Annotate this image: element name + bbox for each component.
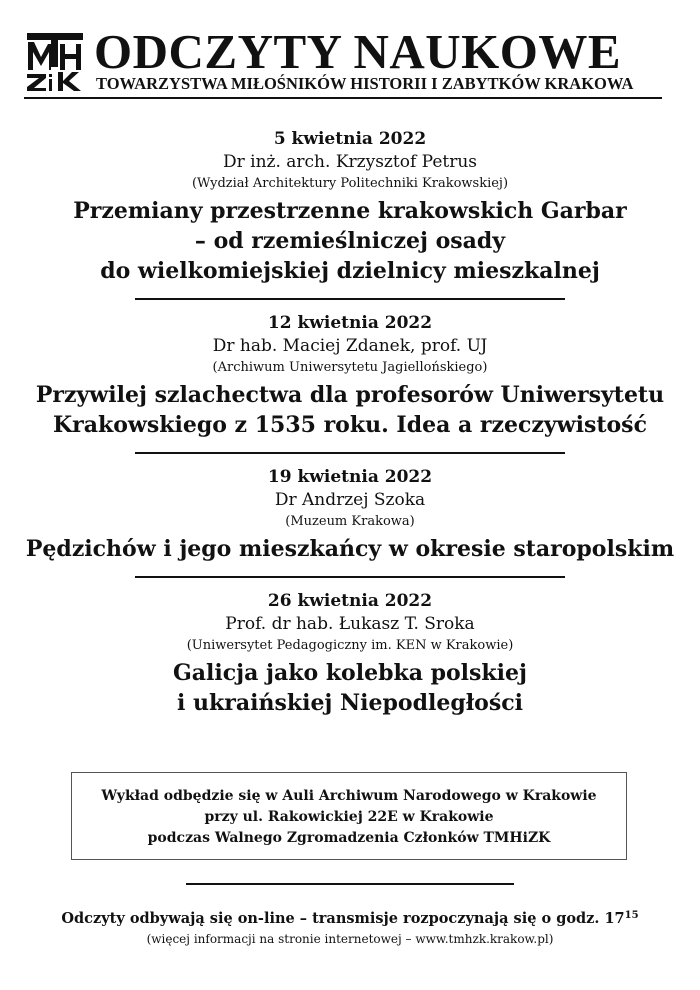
- lecture-affiliation: (Muzeum Krakowa): [285, 514, 415, 529]
- footer-notice-text: Odczyty odbywają się on-line – transmisje rozpoczynają się o godz. 17: [61, 910, 625, 927]
- lecture-speaker: Prof. dr hab. Łukasz T. Sroka: [225, 614, 475, 634]
- lecture-speaker: Dr hab. Maciej Zdanek, prof. UJ: [212, 336, 488, 356]
- footer-notice: [0, 905, 700, 930]
- page-title: ODCZYTY NAUKOWE: [94, 24, 622, 79]
- lecture-title-line: Galicja jako kolebka polskiej: [173, 660, 527, 686]
- footer-divider: [186, 883, 514, 885]
- lecture-divider: [135, 298, 565, 300]
- header-divider: [24, 97, 662, 99]
- lecture-divider: [135, 452, 565, 454]
- lecture-divider: [135, 576, 565, 578]
- lecture-title-line: i ukraińskiej Niepodległości: [177, 690, 523, 716]
- lecture-title-line: Pędzichów i jego mieszkańcy w okresie staropolskim: [25, 536, 675, 562]
- lecture-title: [0, 196, 700, 286]
- lecture-title: [0, 658, 700, 718]
- lecture-title-line: do wielkomiejskiej dzielnicy mieszkalnej: [100, 258, 600, 284]
- lecture-item: [0, 466, 700, 564]
- lecture-title: [0, 534, 700, 564]
- venue-info-line: przy ul. Rakowickiej 22E w Krakowie: [204, 809, 494, 825]
- lecture-item: [0, 312, 700, 440]
- lecture-speaker: Dr Andrzej Szoka: [274, 490, 426, 510]
- lecture-title-line: Przywilej szlachectwa dla profesorów Uniwersytetu: [35, 382, 665, 408]
- lecture-title: [0, 380, 700, 440]
- lecture-affiliation: (Archiwum Uniwersytetu Jagiellońskiego): [212, 360, 488, 375]
- lecture-speaker: Dr inż. arch. Krzysztof Petrus: [222, 152, 478, 172]
- tmhizk-logo: [24, 30, 86, 92]
- lecture-affiliation: (Wydział Architektury Politechniki Krakowskiej): [191, 176, 509, 191]
- lecture-date: 26 kwietnia 2022: [267, 591, 433, 611]
- lecture-date: 5 kwietnia 2022: [273, 129, 427, 149]
- page-subtitle: TOWARZYSTWA MIŁOŚNIKÓW HISTORII I ZABYTKÓW KRAKOWA: [96, 74, 634, 93]
- venue-info-box: [71, 772, 627, 860]
- footer-time-superscript: 15: [624, 910, 639, 921]
- lecture-title-line: – od rzemieślniczej osady: [194, 228, 506, 254]
- lecture-list: [0, 128, 700, 718]
- lecture-item: [0, 590, 700, 718]
- lecture-title-line: Krakowskiego z 1535 roku. Idea a rzeczywistość: [53, 412, 647, 438]
- footer-website-note: (więcej informacji na stronie internetowej – www.tmhzk.krakow.pl): [146, 932, 554, 946]
- lecture-date: 12 kwietnia 2022: [267, 313, 433, 333]
- header: [24, 26, 664, 96]
- venue-info-line: Wykład odbędzie się w Auli Archiwum Narodowego w Krakowie: [101, 788, 597, 804]
- lecture-affiliation: (Uniwersytet Pedagogiczny im. KEN w Krakowie): [186, 638, 514, 653]
- lecture-item: [0, 128, 700, 286]
- lecture-date: 19 kwietnia 2022: [267, 467, 433, 487]
- venue-info-line: podczas Walnego Zgromadzenia Członków TMHiZK: [147, 830, 551, 846]
- lecture-title-line: Przemiany przestrzenne krakowskich Garbar: [73, 198, 627, 224]
